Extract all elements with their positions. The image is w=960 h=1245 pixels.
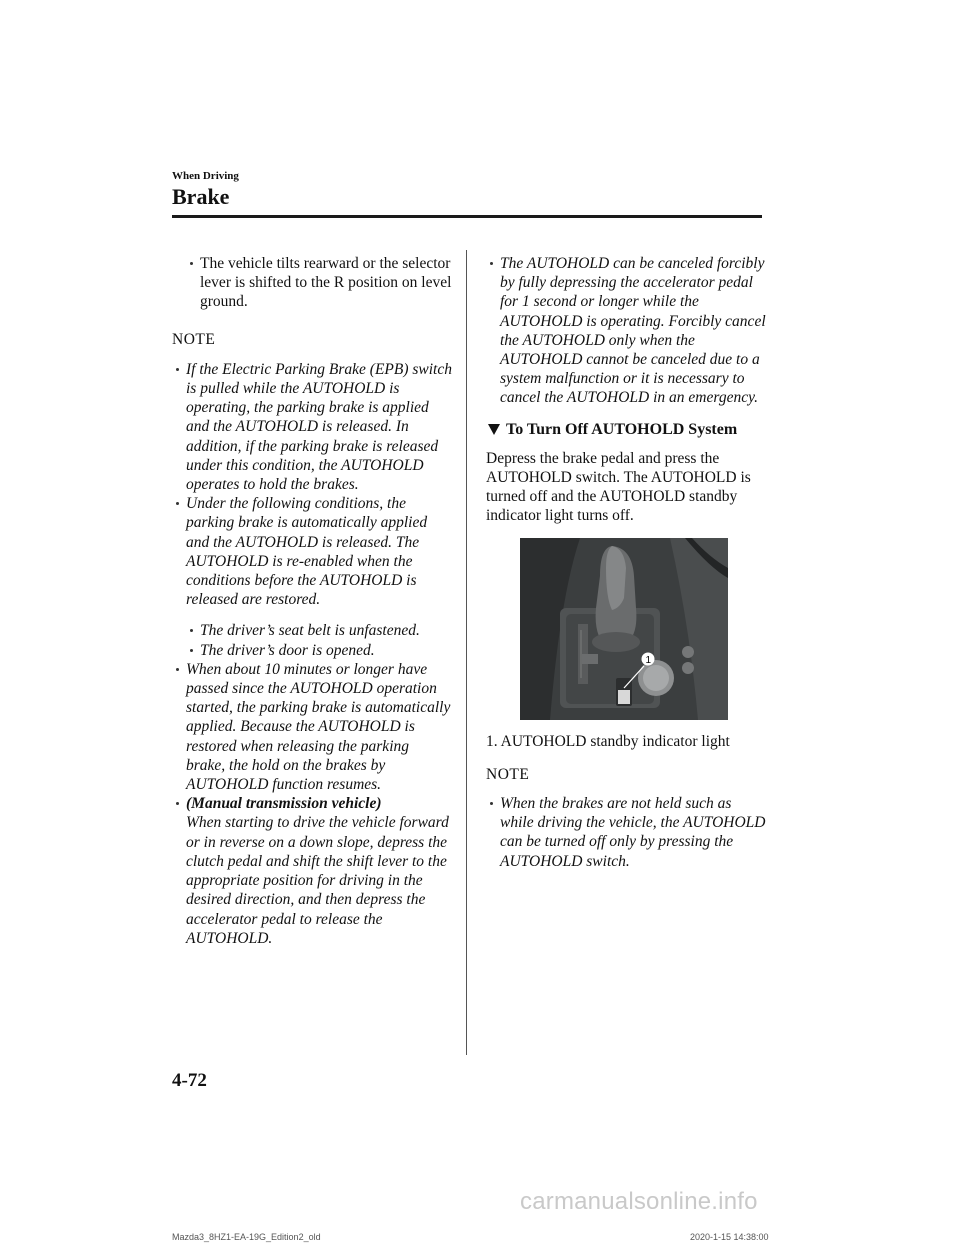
page-number: 4-72: [172, 1070, 207, 1091]
watermark: carmanualsonline.info: [520, 1188, 758, 1215]
bullet-dot: [490, 802, 493, 805]
paragraph: Depress the brake pedal and press the AUTOHOLD switch. The AUTOHOLD is turned off and the AUTOHOLD standby indicator light turns off.: [486, 449, 751, 525]
section-label: When Driving: [172, 170, 239, 182]
bullet-dot: [176, 368, 179, 371]
figure-callout: 1: [645, 654, 652, 666]
note-item-text: When the brakes are not held such as while driving the vehicle, the AUTOHOLD can be turned off only by pressing the AUTOHOLD switch.: [500, 795, 766, 870]
bullet-dot: [176, 668, 179, 671]
column-divider: [466, 250, 467, 1055]
manual-title: (Manual transmission vehicle): [186, 795, 382, 813]
note-subitem: [186, 641, 452, 660]
bullet-dot: [190, 262, 193, 265]
autohold-console-figure: [520, 538, 728, 720]
note-item-text: When about 10 minutes or longer have passed since the AUTOHOLD operation started, the parking brake is automatically applied. Because the AUTOHOLD is restored when releasing the parking brake, the hold on the brakes by AUTOHOLD function resumes.: [186, 660, 451, 794]
bullet-dot: [176, 502, 179, 505]
page-title: Brake: [172, 184, 230, 209]
bullet-dot: [490, 262, 493, 265]
bullet-dot: [190, 629, 193, 632]
list-item: [186, 254, 452, 312]
figure-caption: 1. AUTOHOLD standby indicator light: [486, 732, 730, 750]
header-rule: [172, 215, 762, 218]
left-column: [172, 254, 452, 948]
note-label: NOTE: [486, 765, 530, 783]
note-label: NOTE: [172, 330, 216, 348]
footer-right: 2020-1-15 14:38:00: [690, 1232, 769, 1242]
note-subitem: [186, 621, 452, 640]
triangle-icon: [488, 424, 500, 435]
section-heading-text: To Turn Off AUTOHOLD System: [506, 420, 738, 438]
note-item: [486, 794, 766, 871]
note-item-text: Under the following conditions, the parking brake is automatically applied and the AUTOHOLD is released. The AUTOHOLD is re-enabled when the conditions before the AUTOHOLD is released are restored.: [186, 495, 428, 609]
bullet-dot: [176, 802, 179, 805]
footer-left: Mazda3_8HZ1-EA-19G_Edition2_old: [172, 1232, 321, 1242]
manual-text: When starting to drive the vehicle forward or in reverse on a down slope, depress the clutch pedal and shift the shift lever to the appropriate position for driving in the desired direction, and then depress the accelerator pedal to release the AUTOHOLD.: [186, 814, 449, 947]
note-item-text: The AUTOHOLD can be canceled forcibly by fully depressing the accelerator pedal for 1 second or longer while the AUTOHOLD is operating. Forcibly cancel the AUTOHOLD only when the AUTOHOLD cannot be canceled due to a system malfunction or it is necessary to cancel the AUTOHOLD in an emergency.: [500, 255, 766, 407]
right-column: [486, 254, 766, 871]
note-item: [172, 660, 452, 794]
list-item-text: The vehicle tilts rearward or the selector lever is shifted to the R position on level ground.: [200, 255, 452, 311]
console-illustration: [520, 538, 728, 720]
note-item: [172, 794, 452, 948]
note-subitem-text: The driver’s seat belt is unfastened.: [200, 622, 420, 640]
note-item-text: If the Electric Parking Brake (EPB) switch is pulled while the AUTOHOLD is operating, the parking brake is applied and the AUTOHOLD is released. In addition, if the parking brake is released under this condition, the AUTOHOLD operates to hold the brakes.: [186, 360, 452, 494]
note-item: [172, 360, 452, 494]
bullet-dot: [190, 649, 193, 652]
section-heading: [486, 420, 766, 439]
note-item: [486, 254, 766, 408]
note-item: [172, 494, 452, 609]
note-subitem-text: The driver’s door is opened.: [200, 641, 375, 659]
